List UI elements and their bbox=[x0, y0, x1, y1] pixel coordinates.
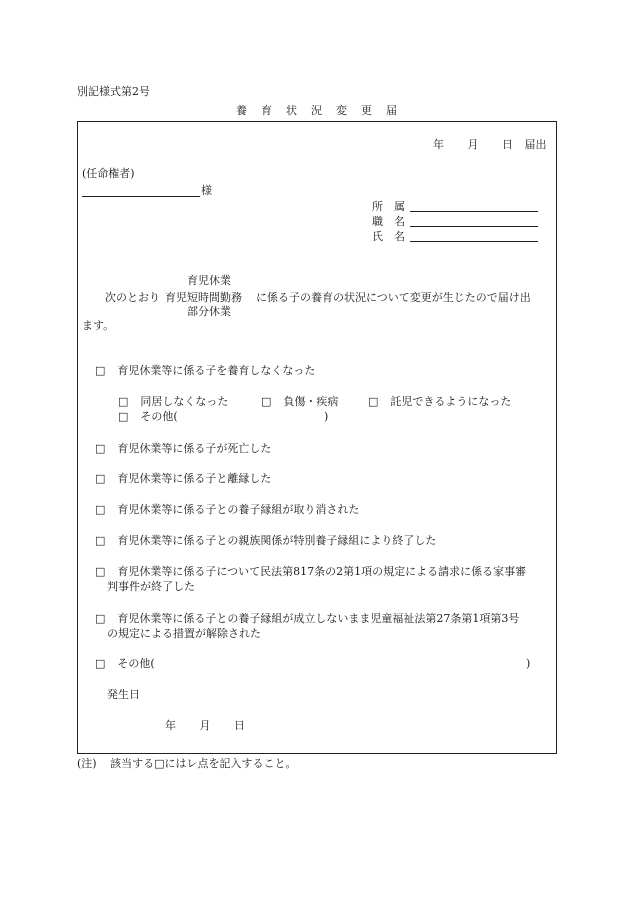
sub-item-injury-illness bbox=[261, 396, 338, 407]
item-family-court-case-ended-cont: 判事件が終了した bbox=[107, 580, 195, 593]
submit-label: 届出 bbox=[524, 138, 547, 151]
form-number: 別記様式第2号 bbox=[77, 85, 150, 98]
item-label: 同居しなくなった bbox=[140, 395, 229, 408]
item-other-close: ) bbox=[526, 657, 531, 670]
item-adoption-dissolved bbox=[95, 473, 271, 484]
intro-prefix: 次のとおり bbox=[105, 291, 160, 304]
checkbox[interactable]: □ bbox=[261, 395, 272, 408]
item-label: 育児休業等に係る子との養子縁組が取り消された bbox=[117, 503, 360, 516]
position-label: 職 名 bbox=[372, 215, 405, 228]
item-label: その他( bbox=[117, 657, 155, 670]
checkbox[interactable]: □ bbox=[368, 395, 379, 408]
intro-option-partial-leave: 部分休業 bbox=[187, 305, 231, 318]
footnote-text: 該当する□にはレ点を記入すること。 bbox=[110, 757, 297, 770]
checkbox[interactable]: □ bbox=[118, 395, 129, 408]
checkbox[interactable]: □ bbox=[95, 472, 106, 485]
checkbox[interactable]: □ bbox=[95, 565, 106, 578]
title-char: 育 bbox=[261, 104, 272, 117]
item-label: その他( bbox=[140, 410, 178, 423]
intro-suffix: に係る子の養育の状況について変更が生じたので届け出 bbox=[256, 291, 531, 304]
item-adoption-cancelled bbox=[95, 504, 359, 515]
title-char: 養 bbox=[236, 104, 247, 117]
title-char: 更 bbox=[361, 104, 372, 117]
intro-continuation: ます。 bbox=[82, 319, 115, 332]
checkbox[interactable]: □ bbox=[95, 364, 106, 377]
sub-item-not-cohabiting bbox=[118, 396, 228, 407]
item-label: 育児休業等に係る子との養子縁組が成立しないまま児童福祉法第27条第1項第3号 bbox=[117, 612, 520, 625]
name-label: 氏 名 bbox=[372, 230, 405, 243]
item-family-court-case-ended bbox=[95, 566, 526, 577]
date-year-label: 年 bbox=[433, 138, 444, 151]
checkbox[interactable]: □ bbox=[95, 612, 106, 625]
item-label: 育児休業等に係る子について民法第817条の2第1項の規定による請求に係る家事審 bbox=[117, 565, 527, 578]
item-label: 育児休業等に係る子が死亡した bbox=[117, 442, 272, 455]
occurrence-date bbox=[165, 720, 245, 731]
checkbox[interactable]: □ bbox=[95, 657, 106, 670]
occurrence-date-label: 発生日 bbox=[107, 688, 140, 701]
affiliation-label: 所 属 bbox=[372, 200, 405, 213]
title-char: 況 bbox=[311, 104, 322, 117]
item-label: 育児休業等に係る子と離縁した bbox=[117, 472, 272, 485]
item-special-adoption-ended bbox=[95, 535, 436, 546]
addressee-field[interactable] bbox=[82, 196, 200, 197]
form-title bbox=[236, 105, 397, 116]
intro-option-short-hours: 育児短時間勤務 bbox=[165, 291, 242, 304]
footnote-label: (注) bbox=[77, 757, 97, 770]
item-child-deceased bbox=[95, 443, 271, 454]
sub-item-other bbox=[118, 411, 178, 422]
item-welfare-measure-lifted-cont: の規定による措置が解除された bbox=[107, 627, 261, 640]
checkbox[interactable]: □ bbox=[95, 442, 106, 455]
date-month-label: 月 bbox=[467, 138, 479, 151]
footnote bbox=[77, 758, 297, 769]
name-field[interactable] bbox=[410, 241, 538, 242]
title-char: 状 bbox=[286, 104, 297, 117]
occurrence-year-label: 年 bbox=[165, 719, 176, 732]
item-label: 託児できるようになった bbox=[390, 395, 512, 408]
item-label: 負傷・疾病 bbox=[283, 395, 339, 408]
intro-option-childcare-leave: 育児休業 bbox=[187, 274, 231, 287]
checkbox[interactable]: □ bbox=[95, 503, 106, 516]
date-day-label: 日 bbox=[502, 138, 513, 151]
position-field[interactable] bbox=[410, 226, 538, 227]
item-welfare-measure-lifted bbox=[95, 613, 519, 624]
affiliation-field[interactable] bbox=[410, 211, 538, 212]
item-label: 育児休業等に係る子を養育しなくなった bbox=[117, 364, 316, 377]
title-char: 届 bbox=[386, 104, 397, 117]
title-char: 変 bbox=[336, 104, 347, 117]
sub-item-other-close: ) bbox=[324, 410, 329, 423]
header-date bbox=[433, 139, 547, 150]
sub-item-daycare-available bbox=[368, 396, 511, 407]
item-label: 育児休業等に係る子との親族関係が特別養子縁組により終了した bbox=[117, 534, 437, 547]
item-other bbox=[95, 658, 155, 669]
addressee-honorific: 様 bbox=[201, 184, 212, 197]
occurrence-month-label: 月 bbox=[199, 719, 211, 732]
checkbox[interactable]: □ bbox=[95, 534, 106, 547]
checkbox[interactable]: □ bbox=[118, 410, 129, 423]
addressee-label: (任命権者) bbox=[82, 167, 135, 180]
item-no-longer-raising bbox=[95, 365, 315, 376]
occurrence-day-label: 日 bbox=[234, 719, 245, 732]
